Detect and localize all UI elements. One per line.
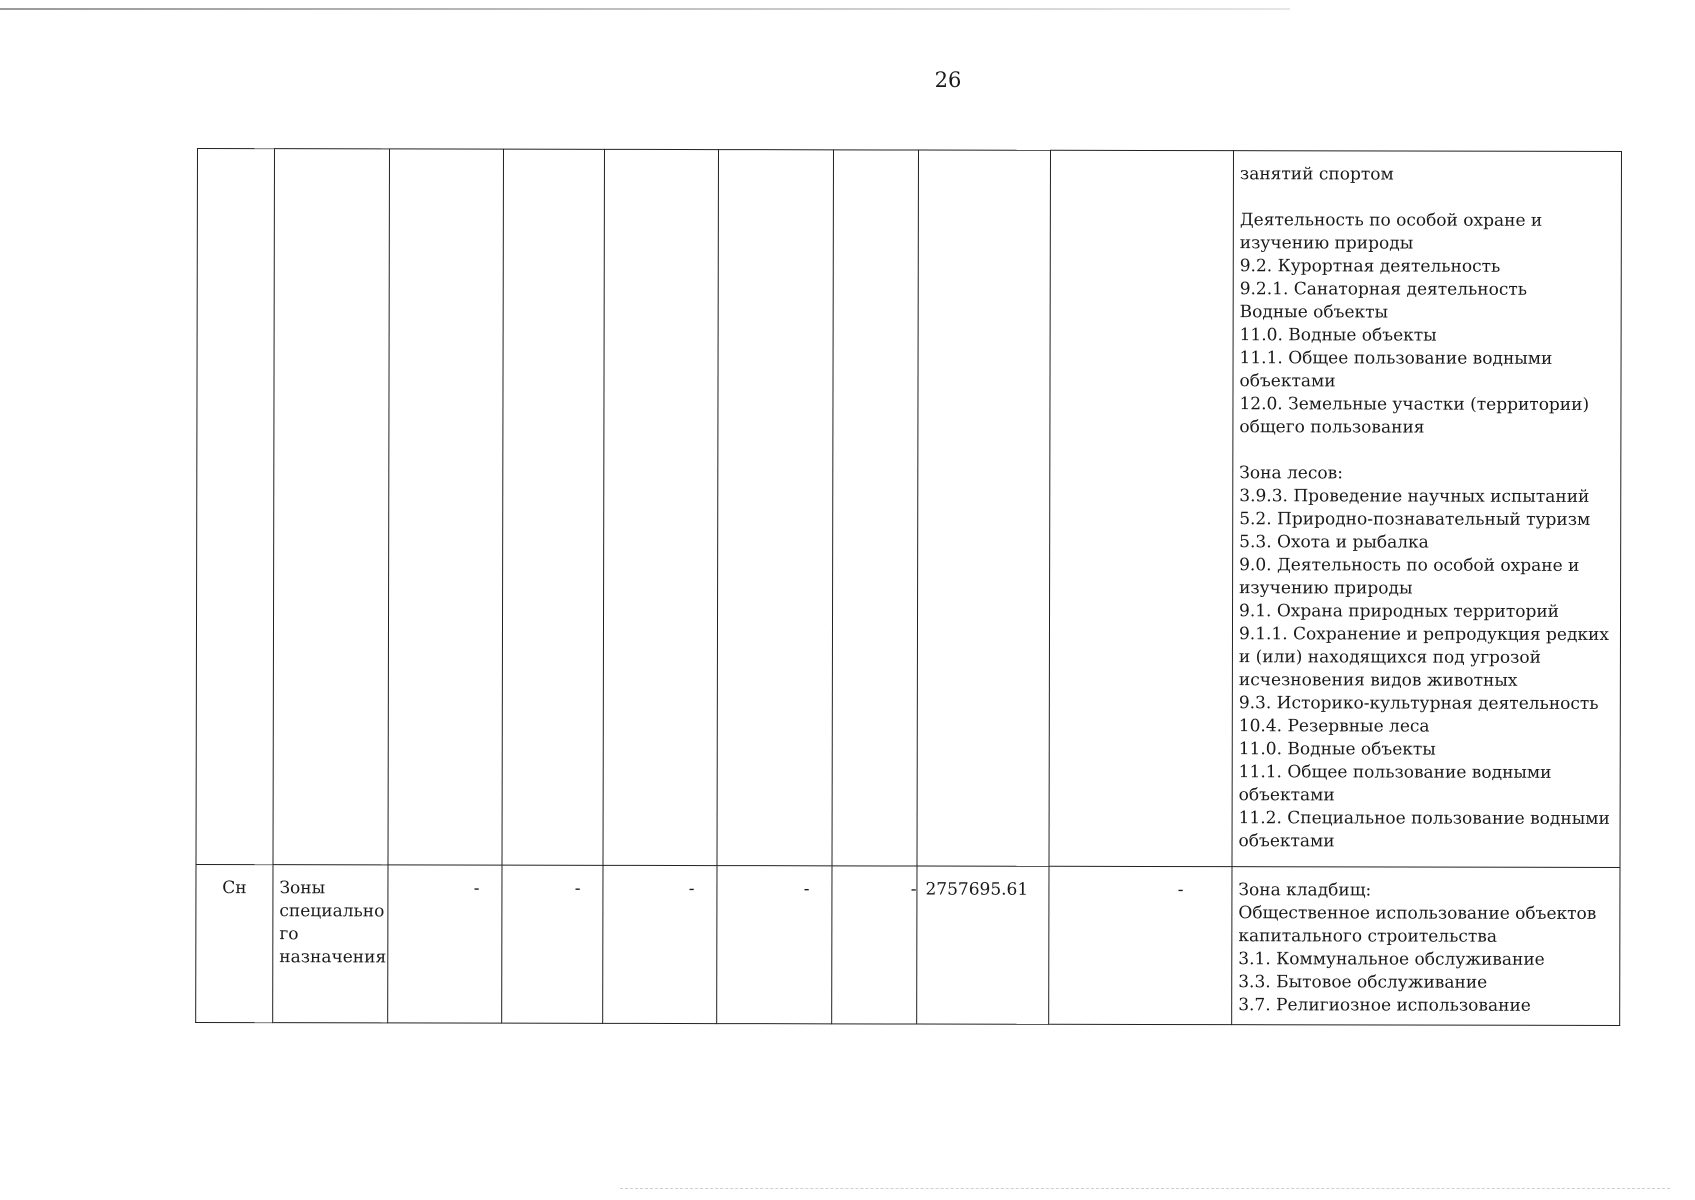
dash-value: -	[803, 879, 810, 900]
permitted-use-item: 9.1. Охрана природных территорий	[1239, 601, 1560, 622]
cell-col6-empty	[717, 150, 833, 866]
permitted-uses-list-special	[1232, 867, 1619, 1018]
permitted-use-item: Водные объекты	[1239, 302, 1389, 323]
permitted-uses-list	[1233, 151, 1621, 854]
dash-value: -	[473, 878, 480, 899]
permitted-use-item: 11.2. Специальное пользование водными объектами	[1238, 808, 1610, 852]
dash-value: -	[1177, 880, 1184, 901]
list-gap	[1240, 186, 1613, 210]
list-gap	[1239, 439, 1612, 463]
cell-col6	[717, 866, 832, 1024]
permitted-use-item: Общественное использование объектов капитального строительства	[1238, 903, 1597, 947]
cell-code-empty	[196, 149, 274, 865]
permitted-use-item: 5.3. Охота и рыбалка	[1239, 532, 1429, 553]
permitted-use-item: 11.1. Общее пользование водными объектами	[1238, 762, 1552, 806]
zone-area: 2757695.61	[925, 879, 1029, 900]
permitted-use-item: 3.1. Коммунальное обслуживание	[1238, 949, 1545, 970]
permitted-use-item: 5.2. Природно-познавательный туризм	[1239, 509, 1591, 530]
cell-col9-empty	[1049, 150, 1233, 866]
permitted-use-item: Деятельность по особой охране и изучению природы	[1239, 210, 1543, 254]
permitted-use-item: Зона лесов:	[1239, 463, 1343, 484]
permitted-use-item: 12.0. Земельные участки (территории) общего пользования	[1239, 394, 1590, 438]
cell-uses-special	[1232, 867, 1620, 1026]
cell-col5	[603, 865, 717, 1023]
dash-value: -	[574, 878, 581, 899]
dash-value: -	[688, 879, 695, 900]
scan-edge-line-bottom	[620, 1188, 1670, 1189]
zones-table	[195, 148, 1622, 1026]
cell-col7-empty	[832, 150, 918, 866]
zone-code: Сн	[222, 878, 247, 899]
dash-value: -	[910, 879, 917, 900]
cell-area	[917, 866, 1049, 1024]
permitted-use-item: 11.0. Водные объекты	[1239, 325, 1437, 346]
cell-uses	[1232, 151, 1621, 868]
permitted-use-item: 9.0. Деятельность по особой охране и изучению природы	[1239, 555, 1580, 599]
cell-col5-empty	[603, 149, 718, 865]
table-row-special-zone	[196, 864, 1620, 1025]
permitted-use-item: 9.3. Историко-культурная деятельность	[1238, 693, 1599, 714]
cell-zone-name	[273, 865, 388, 1023]
permitted-use-item: 3.9.3. Проведение научных испытаний	[1239, 486, 1590, 507]
permitted-use-item: Зона кладбищ:	[1238, 880, 1372, 901]
cell-col4-empty	[502, 149, 604, 865]
permitted-use-item: 9.1.1. Сохранение и репродукция редких и (или) находящихся под угрозой исчезновения видов животных	[1238, 624, 1610, 691]
table-row-continuation	[196, 149, 1621, 868]
cell-zone-code	[196, 864, 273, 1022]
cell-name-empty	[273, 149, 389, 865]
cell-col7	[832, 866, 917, 1024]
zone-name: Зоны специально го назначения	[279, 878, 387, 968]
zones-table-wrapper	[195, 148, 1621, 1026]
permitted-use-item: 3.3. Бытовое обслуживание	[1238, 972, 1488, 993]
permitted-use-item: 11.1. Общее пользование водными объектами	[1239, 348, 1553, 392]
permitted-use-item: 3.7. Религиозное использование	[1238, 995, 1531, 1016]
page-number: 26	[934, 68, 962, 92]
cell-col4	[502, 865, 603, 1023]
cell-col3	[388, 865, 502, 1023]
permitted-use-item: занятий спортом	[1239, 164, 1394, 185]
permitted-use-item: 9.2. Курортная деятельность	[1239, 256, 1501, 277]
permitted-use-item: 9.2.1. Санаторная деятельность	[1239, 279, 1528, 300]
cell-col9	[1049, 866, 1232, 1024]
scan-edge-line	[0, 8, 1290, 10]
permitted-use-item: 10.4. Резервные леса	[1238, 716, 1430, 737]
cell-area-empty	[917, 150, 1050, 866]
cell-col3-empty	[388, 149, 503, 865]
permitted-use-item: 11.0. Водные объекты	[1238, 739, 1436, 760]
